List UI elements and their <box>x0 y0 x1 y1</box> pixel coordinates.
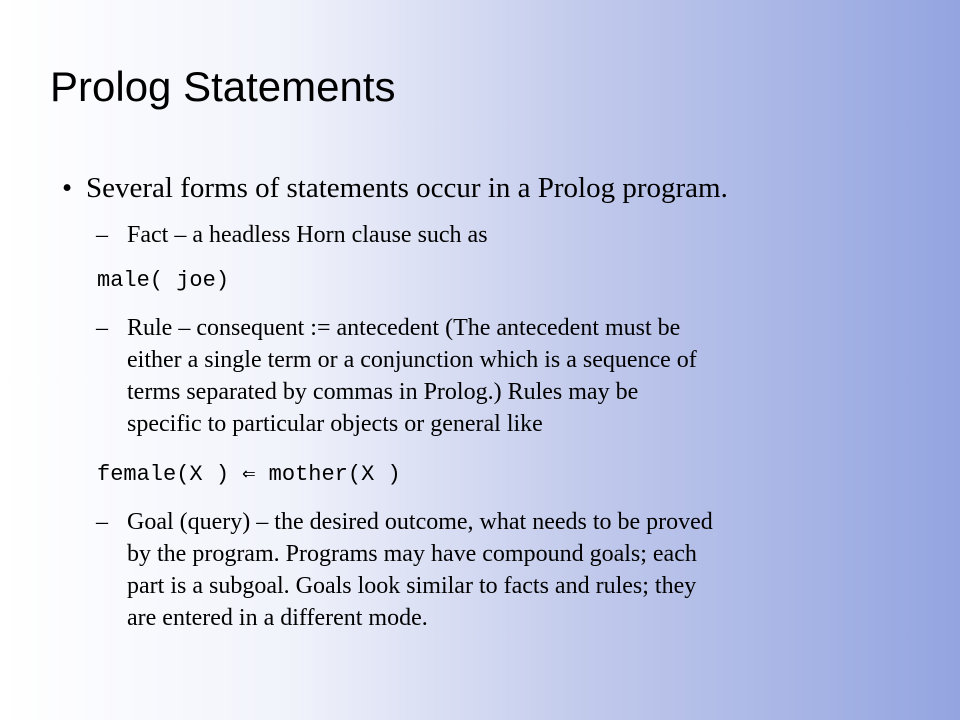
fact-example-code: male( joe) <box>97 268 230 293</box>
fact-dash: – <box>96 222 108 248</box>
rule-example-code: female(X ) ⇐ mother(X ) <box>97 462 401 487</box>
slide-title: Prolog Statements <box>50 63 396 110</box>
rule-text-line-3: terms separated by commas in Prolog.) Rules may be <box>127 379 639 405</box>
rule-text-line-4: specific to particular objects or general like <box>127 411 543 437</box>
main-bullet-text: Several forms of statements occur in a Prolog program. <box>86 172 728 204</box>
fact-text: Fact – a headless Horn clause such as <box>127 222 488 248</box>
rule-text-line-2: either a single term or a conjunction which is a sequence of <box>127 347 697 373</box>
bullet-marker: • <box>62 172 73 204</box>
goal-dash: – <box>96 509 108 535</box>
goal-text-line-4: are entered in a different mode. <box>127 605 428 631</box>
rule-text-line-1: Rule – consequent := antecedent (The antecedent must be <box>127 315 681 341</box>
goal-text-line-2: by the program. Programs may have compound goals; each <box>127 541 697 567</box>
rule-dash: – <box>96 315 108 341</box>
goal-text-line-3: part is a subgoal. Goals look similar to facts and rules; they <box>127 573 697 599</box>
goal-text-line-1: Goal (query) – the desired outcome, what needs to be proved <box>127 509 713 535</box>
